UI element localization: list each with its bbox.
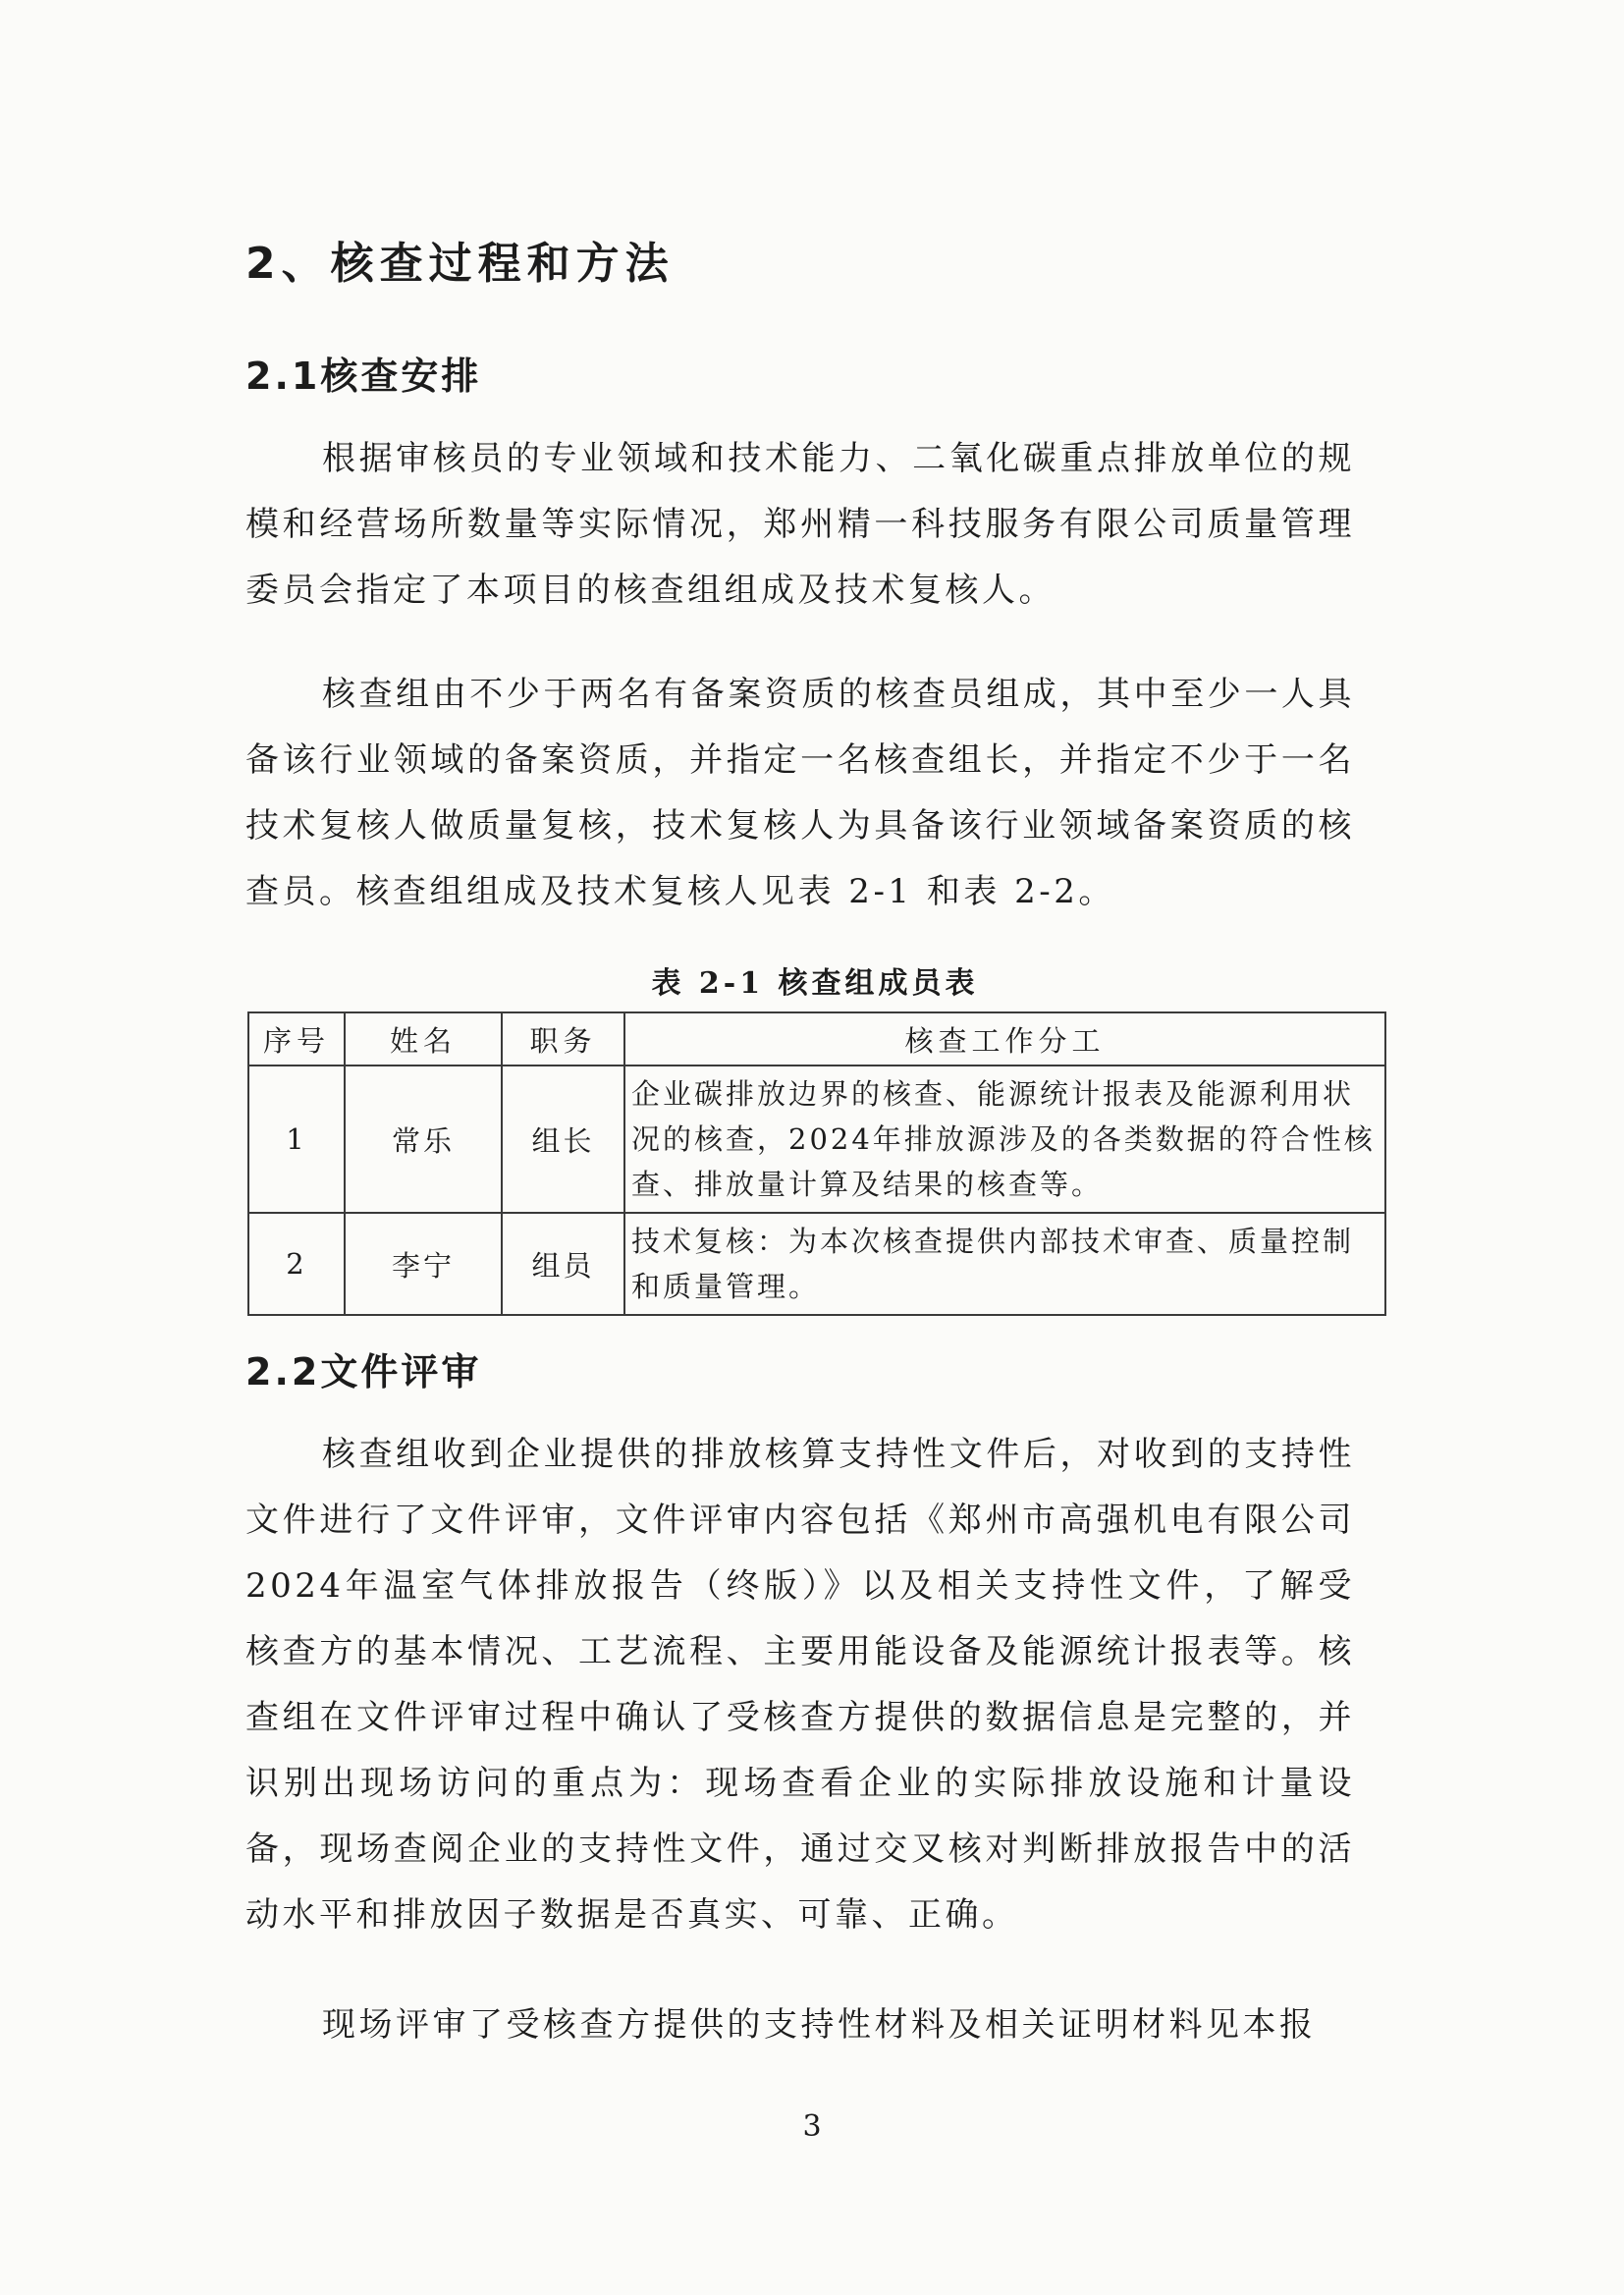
paragraph-review-1: 核查组收到企业提供的排放核算支持性文件后，对收到的支持性文件进行了文件评审，文件评审内容包括《郑州市高强机电有限公司2024年温室气体排放报告（终版）》以及相关支持性文件，了解受核查方的基本情况、工艺流程、主要用能设备及能源统计报表等。核查组在文件评审过程中确认了受核查方提供的数据信息是完整的，并识别出现场访问的重点为：现场查看企业的实际排放设施和计量设备，现场查阅企业的支持性文件，通过交叉核对判断排放报告中的活动水平和排放因子数据是否真实、可靠、正确。 — [245, 1435, 1355, 1935]
header-name: 姓名 — [345, 1012, 502, 1066]
header-no: 序号 — [248, 1012, 345, 1066]
table-header-row — [248, 1012, 1385, 1066]
cell-duty: 企业碳排放边界的核查、能源统计报表及能源利用状况的核查，2024年排放源涉及的各类数据的符合性核查、排放量计算及结果的核查等。 — [624, 1066, 1385, 1213]
table-row — [248, 1066, 1385, 1213]
header-role: 职务 — [502, 1012, 624, 1066]
table-row — [248, 1213, 1385, 1315]
cell-name: 常乐 — [345, 1066, 502, 1213]
paragraph-arrangement-1: 根据审核员的专业领域和技术能力、二氧化碳重点排放单位的规模和经营场所数量等实际情况，郑州精一科技服务有限公司质量管理委员会指定了本项目的核查组组成及技术复核人。 — [245, 439, 1355, 610]
table-caption: 表 2-1 核查组成员表 — [651, 966, 979, 1001]
cell-no: 2 — [248, 1213, 345, 1315]
header-duty: 核查工作分工 — [624, 1012, 1385, 1066]
section-title: 2、核查过程和方法 — [245, 239, 675, 289]
paragraph-review-2: 现场评审了受核查方提供的支持性材料及相关证明材料见本报 — [322, 2005, 1317, 2045]
cell-role: 组员 — [502, 1213, 624, 1315]
page-number: 3 — [802, 2109, 822, 2144]
cell-no: 1 — [248, 1066, 345, 1213]
inspection-team-table — [247, 1011, 1386, 1316]
subsection-title-document-review: 2.2文件评审 — [245, 1350, 482, 1393]
cell-duty: 技术复核：为本次核查提供内部技术审查、质量控制和质量管理。 — [624, 1213, 1385, 1315]
subsection-title-arrangement: 2.1核查安排 — [245, 355, 482, 398]
paragraph-arrangement-2: 核查组由不少于两名有备案资质的核查员组成，其中至少一人具备该行业领域的备案资质，并指定一名核查组长，并指定不少于一名技术复核人做质量复核，技术复核人为具备该行业领域备案资质的核查员。核查组组成及技术复核人见表 2-1 和表 2-2。 — [245, 675, 1355, 911]
cell-name: 李宁 — [345, 1213, 502, 1315]
cell-role: 组长 — [502, 1066, 624, 1213]
